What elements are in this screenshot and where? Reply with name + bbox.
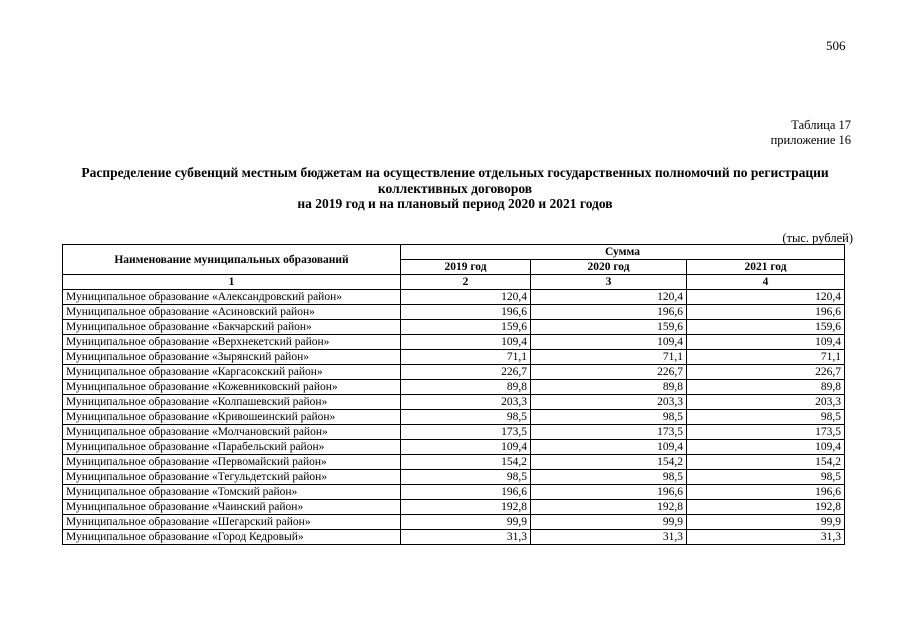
- table-row: [63, 350, 845, 365]
- value-2020-cell: 109,4: [531, 440, 687, 455]
- appendix-label: приложение 16: [770, 133, 851, 147]
- value-2019-cell: 71,1: [401, 350, 531, 365]
- municipality-name-cell: Муниципальное образование «Чаинский район»: [63, 500, 401, 515]
- document-title: [60, 165, 850, 212]
- value-2019-cell: 203,3: [401, 395, 531, 410]
- value-2020-cell: 159,6: [531, 320, 687, 335]
- value-2021-cell: 196,6: [687, 305, 845, 320]
- value-2019-cell: 196,6: [401, 485, 531, 500]
- table-row: [63, 410, 845, 425]
- units-note: (тыс. рублей): [782, 231, 853, 245]
- header-year-2021: 2021 год: [687, 260, 845, 275]
- value-2021-cell: 159,6: [687, 320, 845, 335]
- value-2021-cell: 120,4: [687, 290, 845, 305]
- value-2019-cell: 109,4: [401, 335, 531, 350]
- municipality-name-cell: Муниципальное образование «Кожевниковский район»: [63, 380, 401, 395]
- municipality-name-cell: Муниципальное образование «Зырянский район»: [63, 350, 401, 365]
- title-line-1: Распределение субвенций местным бюджетам на осуществление отдельных государственных полномочий по регистрации: [81, 165, 829, 180]
- header-sum-group: Сумма: [401, 245, 845, 260]
- value-2019-cell: 99,9: [401, 515, 531, 530]
- table-row: [63, 455, 845, 470]
- column-index: 1: [63, 275, 401, 290]
- value-2021-cell: 226,7: [687, 365, 845, 380]
- table-row: [63, 395, 845, 410]
- value-2020-cell: 120,4: [531, 290, 687, 305]
- table-row: [63, 485, 845, 500]
- value-2019-cell: 98,5: [401, 410, 531, 425]
- value-2020-cell: 31,3: [531, 530, 687, 545]
- municipality-name-cell: Муниципальное образование «Томский район»: [63, 485, 401, 500]
- value-2019-cell: 98,5: [401, 470, 531, 485]
- municipality-name-cell: Муниципальное образование «Тегульдетский район»: [63, 470, 401, 485]
- table-row: [63, 425, 845, 440]
- column-index: 3: [531, 275, 687, 290]
- title-line-2: коллективных договоров: [377, 180, 533, 196]
- table-row: [63, 335, 845, 350]
- table-row: [63, 440, 845, 455]
- value-2019-cell: 226,7: [401, 365, 531, 380]
- value-2021-cell: 203,3: [687, 395, 845, 410]
- title-line-3: на 2019 год и на плановый период 2020 и 2021 годов: [297, 196, 613, 211]
- table-row: [63, 290, 845, 305]
- value-2020-cell: 98,5: [531, 410, 687, 425]
- value-2020-cell: 98,5: [531, 470, 687, 485]
- column-index: 4: [687, 275, 845, 290]
- value-2020-cell: 192,8: [531, 500, 687, 515]
- value-2021-cell: 98,5: [687, 470, 845, 485]
- municipality-name-cell: Муниципальное образование «Верхнекетский район»: [63, 335, 401, 350]
- header-year-2020: 2020 год: [531, 260, 687, 275]
- table-row: [63, 365, 845, 380]
- value-2021-cell: 109,4: [687, 440, 845, 455]
- table-row: [63, 515, 845, 530]
- table-label: Таблица 17: [791, 118, 851, 132]
- table-row: [63, 530, 845, 545]
- value-2020-cell: 154,2: [531, 455, 687, 470]
- table-row: [63, 470, 845, 485]
- municipality-name-cell: Муниципальное образование «Колпашевский район»: [63, 395, 401, 410]
- municipality-name-cell: Муниципальное образование «Город Кедровый»: [63, 530, 401, 545]
- municipality-name-cell: Муниципальное образование «Александровский район»: [63, 290, 401, 305]
- value-2019-cell: 196,6: [401, 305, 531, 320]
- value-2019-cell: 109,4: [401, 440, 531, 455]
- value-2021-cell: 192,8: [687, 500, 845, 515]
- header-year-2019: 2019 год: [401, 260, 531, 275]
- value-2019-cell: 31,3: [401, 530, 531, 545]
- value-2021-cell: 173,5: [687, 425, 845, 440]
- value-2021-cell: 154,2: [687, 455, 845, 470]
- value-2019-cell: 159,6: [401, 320, 531, 335]
- table-row: [63, 320, 845, 335]
- value-2020-cell: 89,8: [531, 380, 687, 395]
- table-row: [63, 380, 845, 395]
- value-2019-cell: 154,2: [401, 455, 531, 470]
- table-row: [63, 305, 845, 320]
- table-caption: [771, 118, 851, 148]
- value-2019-cell: 173,5: [401, 425, 531, 440]
- value-2021-cell: 196,6: [687, 485, 845, 500]
- municipality-name-cell: Муниципальное образование «Молчановский район»: [63, 425, 401, 440]
- municipality-name-cell: Муниципальное образование «Первомайский район»: [63, 455, 401, 470]
- value-2021-cell: 98,5: [687, 410, 845, 425]
- value-2019-cell: 120,4: [401, 290, 531, 305]
- value-2019-cell: 89,8: [401, 380, 531, 395]
- page-number: 506: [826, 38, 846, 53]
- value-2020-cell: 109,4: [531, 335, 687, 350]
- subvention-table: [62, 244, 845, 545]
- municipality-name-cell: Муниципальное образование «Асиновский район»: [63, 305, 401, 320]
- value-2020-cell: 71,1: [531, 350, 687, 365]
- value-2021-cell: 89,8: [687, 380, 845, 395]
- column-index: 2: [401, 275, 531, 290]
- value-2020-cell: 226,7: [531, 365, 687, 380]
- value-2021-cell: 99,9: [687, 515, 845, 530]
- header-name-column: Наименование муниципальных образований: [63, 245, 401, 275]
- municipality-name-cell: Муниципальное образование «Парабельский район»: [63, 440, 401, 455]
- municipality-name-cell: Муниципальное образование «Бакчарский район»: [63, 320, 401, 335]
- value-2021-cell: 71,1: [687, 350, 845, 365]
- value-2020-cell: 196,6: [531, 305, 687, 320]
- table-row: [63, 500, 845, 515]
- value-2019-cell: 192,8: [401, 500, 531, 515]
- municipality-name-cell: Муниципальное образование «Шегарский район»: [63, 515, 401, 530]
- value-2020-cell: 203,3: [531, 395, 687, 410]
- value-2020-cell: 173,5: [531, 425, 687, 440]
- value-2021-cell: 109,4: [687, 335, 845, 350]
- table-body: [63, 290, 845, 545]
- value-2021-cell: 31,3: [687, 530, 845, 545]
- value-2020-cell: 99,9: [531, 515, 687, 530]
- value-2020-cell: 196,6: [531, 485, 687, 500]
- municipality-name-cell: Муниципальное образование «Каргасокский район»: [63, 365, 401, 380]
- municipality-name-cell: Муниципальное образование «Кривошеинский район»: [63, 410, 401, 425]
